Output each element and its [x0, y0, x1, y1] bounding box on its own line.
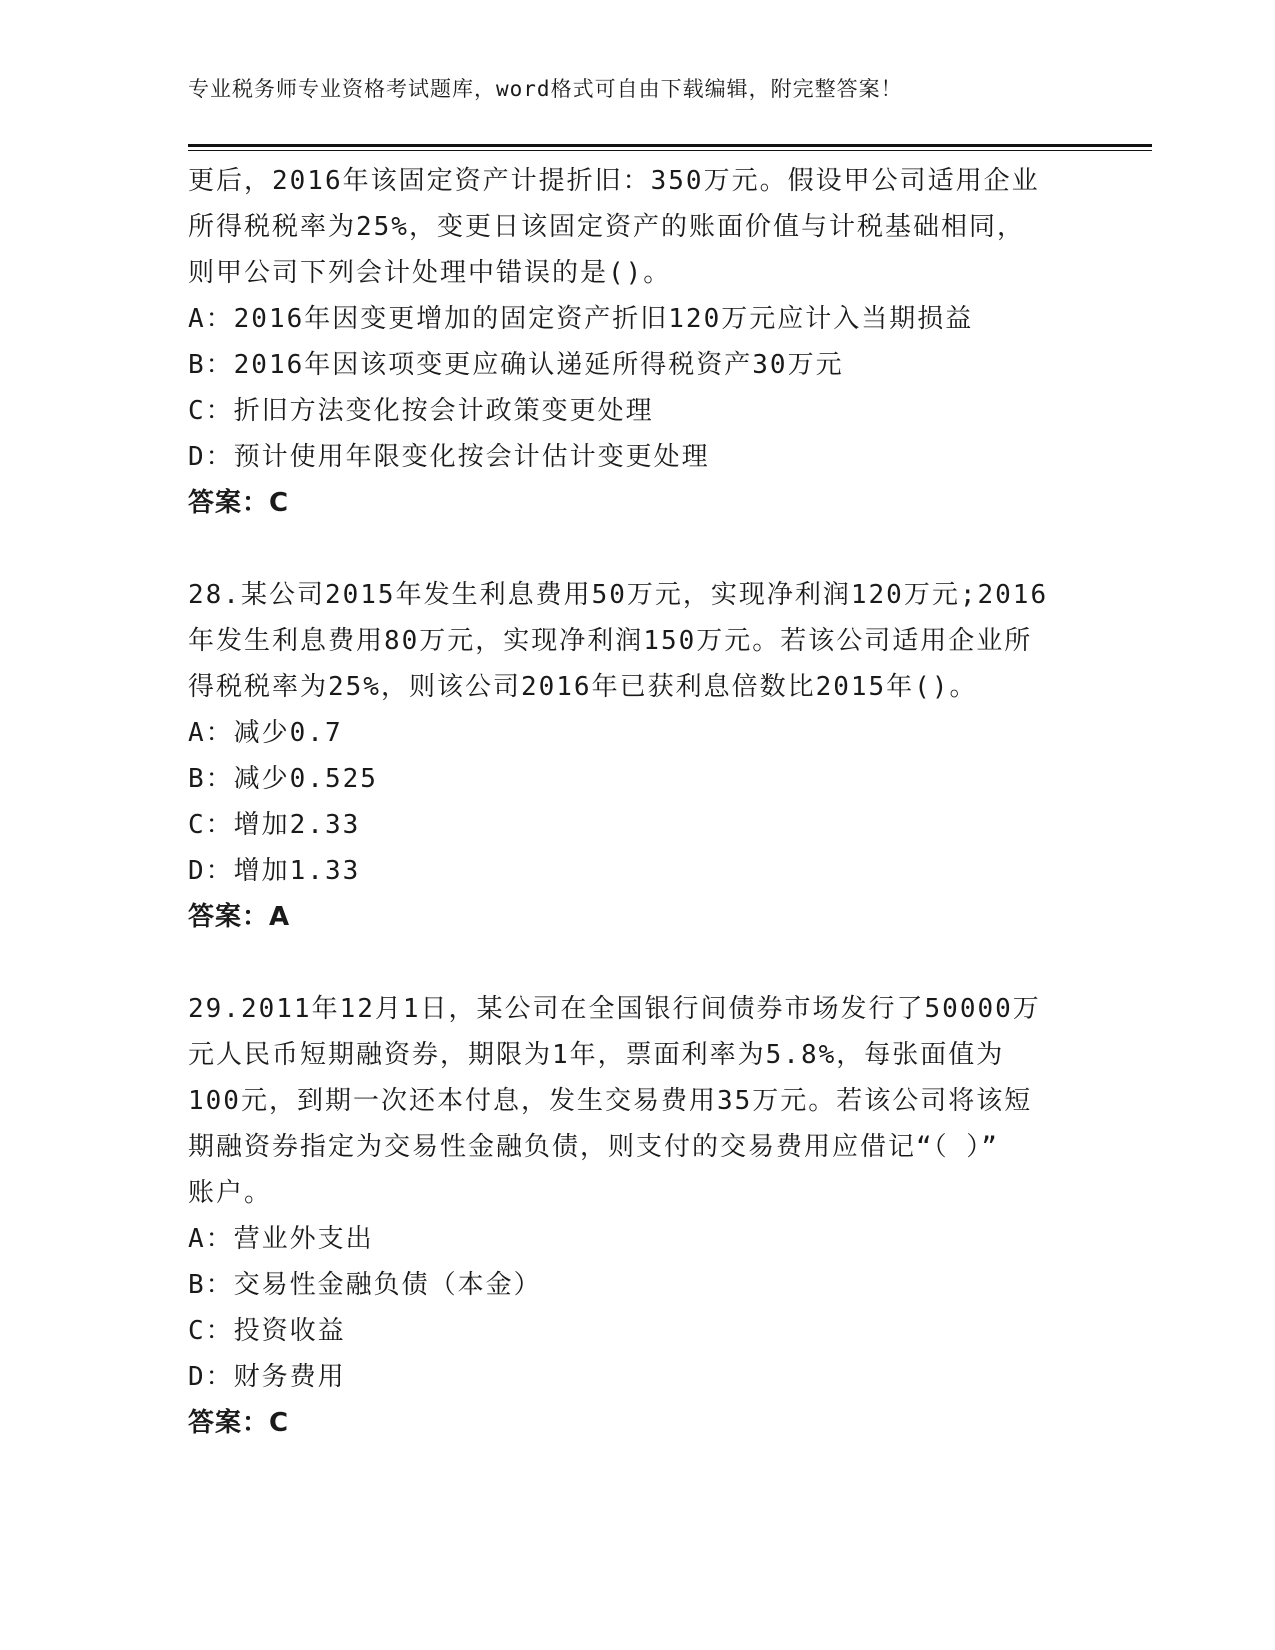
option-d: D：增加1.33 — [188, 856, 361, 886]
question-stem-line: 则甲公司下列会计处理中错误的是()。 — [188, 258, 672, 288]
option-c: C：增加2.33 — [188, 810, 361, 840]
option-a: A：减少0.7 — [188, 718, 343, 748]
option-d: D：预计使用年限变化按会计估计变更处理 — [188, 442, 710, 472]
question-stem-line: 年发生利息费用80万元，实现净利润150万元。若该公司适用企业所 — [188, 626, 1033, 656]
question-stem-line: 更后，2016年该固定资产计提折旧：350万元。假设甲公司适用企业 — [188, 166, 1040, 196]
document-body — [188, 158, 1068, 1446]
option-c: C：投资收益 — [188, 1316, 346, 1346]
spacer — [188, 526, 1068, 572]
question-29 — [188, 986, 1068, 1446]
option-a: A：营业外支出 — [188, 1224, 374, 1254]
question-stem-line: 28.某公司2015年发生利息费用50万元，实现净利润120万元;2016 — [188, 580, 1049, 610]
question-28 — [188, 572, 1068, 940]
spacer — [188, 940, 1068, 986]
question-stem-line: 期融资券指定为交易性金融负债，则支付的交易费用应借记“（ ）” — [188, 1132, 999, 1162]
question-stem-line: 账户。 — [188, 1178, 273, 1208]
header-rule-thin — [188, 150, 1152, 151]
option-b: B：2016年因该项变更应确认递延所得税资产30万元 — [188, 350, 844, 380]
question-stem-line: 所得税税率为25%，变更日该固定资产的账面价值与计税基础相同， — [188, 212, 1025, 242]
option-b: B：交易性金融负债（本金） — [188, 1270, 542, 1300]
question-27 — [188, 158, 1068, 526]
option-c: C：折旧方法变化按会计政策变更处理 — [188, 396, 654, 426]
question-stem-line: 100元，到期一次还本付息，发生交易费用35万元。若该公司将该短 — [188, 1086, 1033, 1116]
question-stem-line: 得税税率为25%，则该公司2016年已获利息倍数比2015年()。 — [188, 672, 978, 702]
page-header: 专业税务师专业资格考试题库，word格式可自由下载编辑，附完整答案！ — [188, 77, 903, 101]
question-stem-line: 29.2011年12月1日，某公司在全国银行间债券市场发行了50000万 — [188, 994, 1041, 1024]
question-stem-line: 元人民币短期融资券，期限为1年，票面利率为5.8%，每张面值为 — [188, 1040, 1005, 1070]
answer-label: 答案：C — [188, 488, 290, 518]
option-b: B：减少0.525 — [188, 764, 378, 794]
option-d: D：财务费用 — [188, 1362, 346, 1392]
header-rule-thick — [188, 144, 1152, 147]
answer-label: 答案：A — [188, 902, 291, 932]
answer-label: 答案：C — [188, 1408, 290, 1438]
option-a: A：2016年因变更增加的固定资产折旧120万元应计入当期损益 — [188, 304, 974, 334]
